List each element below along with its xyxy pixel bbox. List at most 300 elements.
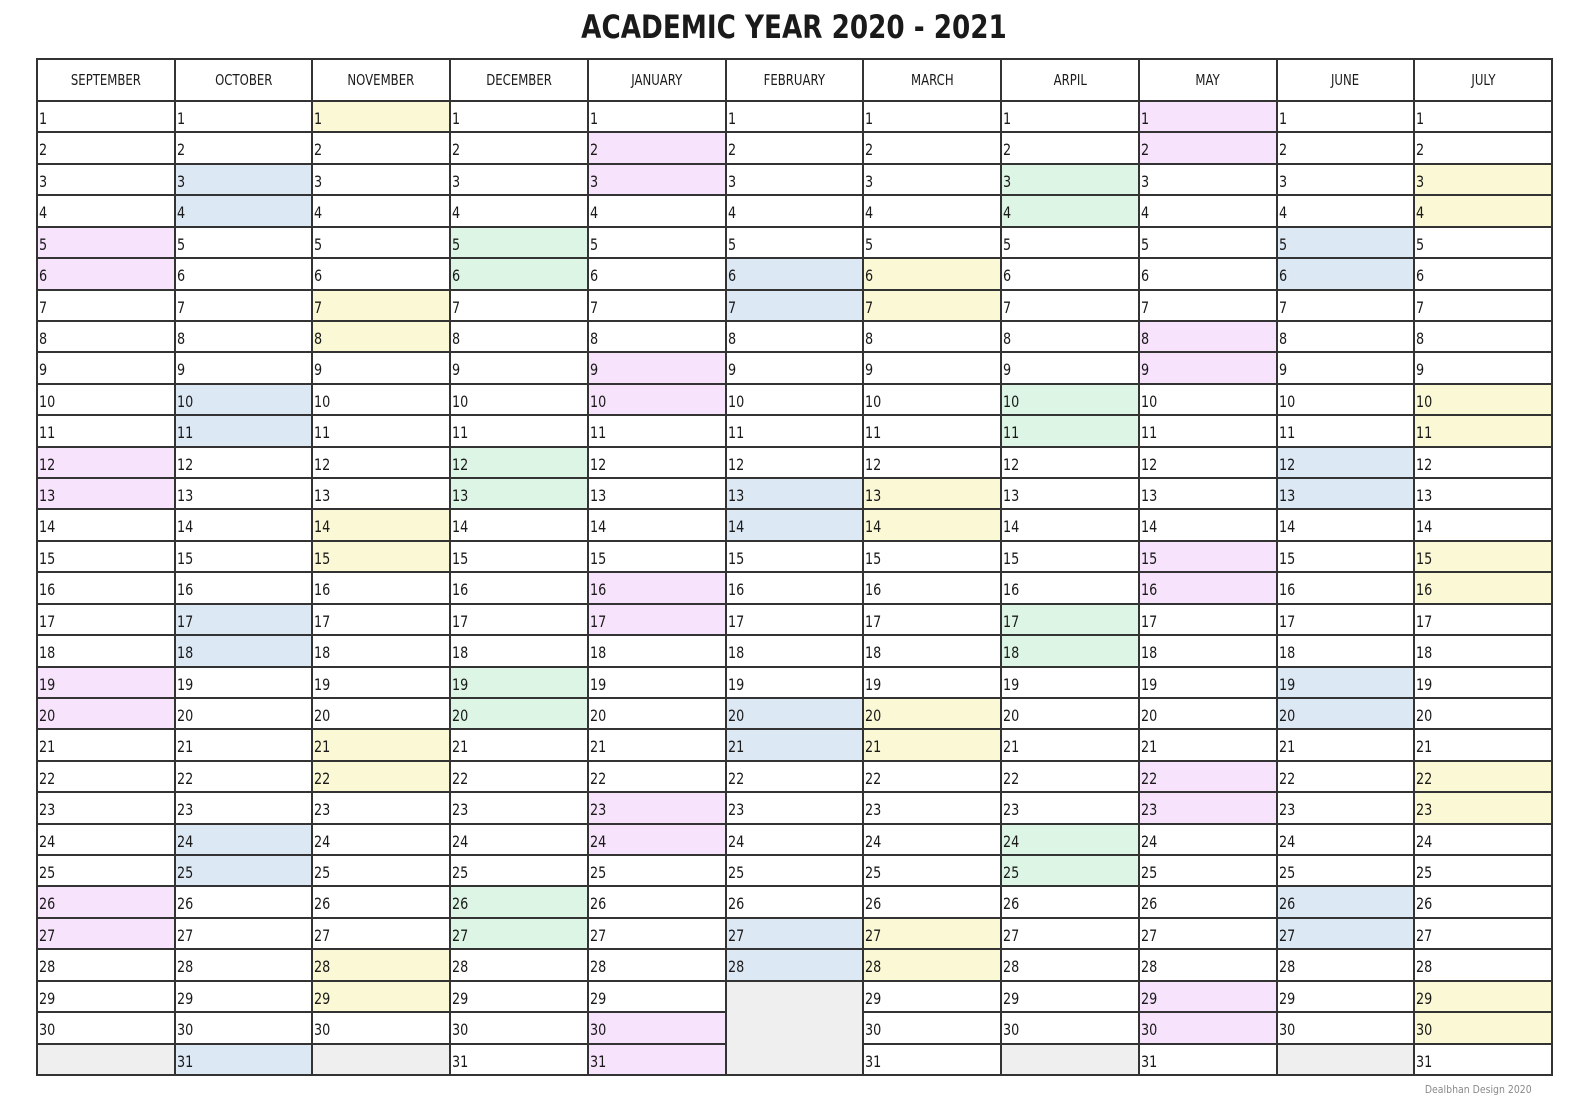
day-cell	[1002, 479, 1140, 510]
day-cell	[451, 353, 589, 384]
day-number: 24	[727, 831, 744, 851]
day-number: 13	[865, 486, 882, 506]
day-cell	[38, 542, 176, 573]
day-cell	[1002, 259, 1140, 290]
day-number: 27	[176, 925, 194, 945]
day-number: 14	[314, 517, 331, 537]
day-cell	[451, 133, 589, 164]
day-cell	[176, 856, 314, 887]
day-number: 29	[314, 988, 331, 1008]
day-number: 4	[39, 203, 48, 223]
day-cell	[1278, 950, 1416, 981]
day-cell	[1278, 919, 1416, 950]
day-number: 12	[1003, 454, 1020, 474]
day-number: 13	[589, 486, 607, 506]
day-number: 2	[1140, 140, 1149, 160]
day-number: 24	[314, 831, 331, 851]
day-number: 22	[1003, 768, 1020, 788]
day-cell	[313, 1013, 451, 1044]
day-number: 11	[727, 423, 744, 443]
day-cell	[313, 291, 451, 322]
day-cell	[864, 165, 1002, 196]
day-cell	[1002, 699, 1140, 730]
month-header	[1415, 60, 1553, 102]
day-number: 17	[314, 611, 331, 631]
day-cell	[864, 542, 1002, 573]
day-cell	[1140, 699, 1278, 730]
day-number: 19	[1003, 674, 1020, 694]
day-number: 23	[176, 800, 194, 820]
day-number: 5	[452, 234, 461, 254]
day-cell	[176, 385, 314, 416]
day-cell	[451, 982, 589, 1013]
day-cell	[38, 416, 176, 447]
day-number: 12	[589, 454, 607, 474]
day-cell	[1415, 636, 1553, 667]
day-number: 19	[1278, 674, 1295, 694]
day-cell	[451, 479, 589, 510]
day-number: 26	[452, 894, 469, 914]
day-number: 16	[865, 580, 882, 600]
day-cell	[589, 542, 727, 573]
day-number: 24	[452, 831, 469, 851]
day-cell	[864, 730, 1002, 761]
day-cell	[1140, 919, 1278, 950]
day-number: 19	[176, 674, 194, 694]
day-number: 12	[1416, 454, 1433, 474]
day-cell	[1140, 825, 1278, 856]
day-cell	[589, 510, 727, 541]
day-number: 12	[314, 454, 331, 474]
day-cell	[38, 1013, 176, 1044]
day-cell	[1140, 1045, 1278, 1076]
day-cell	[1002, 353, 1140, 384]
day-cell	[451, 510, 589, 541]
day-cell	[1002, 919, 1140, 950]
day-number: 6	[176, 266, 185, 286]
day-cell	[1278, 605, 1416, 636]
day-number: 13	[39, 486, 56, 506]
day-cell	[727, 102, 865, 133]
day-cell	[176, 793, 314, 824]
day-cell	[1140, 573, 1278, 604]
day-number: 9	[452, 360, 461, 380]
day-cell	[864, 856, 1002, 887]
day-number: 11	[1278, 423, 1295, 443]
day-cell	[176, 133, 314, 164]
day-number: 16	[452, 580, 469, 600]
month-name: SEPTEMBER	[70, 71, 141, 89]
day-number: 11	[176, 423, 194, 443]
day-cell	[864, 636, 1002, 667]
day-cell	[1002, 950, 1140, 981]
day-number: 17	[1416, 611, 1433, 631]
day-cell	[1278, 1013, 1416, 1044]
day-number: 25	[39, 863, 56, 883]
month-header	[727, 60, 865, 102]
day-number: 8	[452, 328, 461, 348]
day-number: 30	[176, 1020, 194, 1040]
day-number: 21	[1278, 737, 1295, 757]
day-number: 6	[865, 266, 874, 286]
day-cell	[1002, 982, 1140, 1013]
day-number: 28	[452, 957, 469, 977]
day-number: 2	[314, 140, 323, 160]
day-cell	[1415, 102, 1553, 133]
day-cell	[1415, 887, 1553, 918]
day-cell	[1140, 416, 1278, 447]
day-cell	[727, 573, 865, 604]
day-number: 15	[727, 548, 744, 568]
day-number: 8	[1140, 328, 1149, 348]
day-cell	[38, 825, 176, 856]
day-number: 9	[39, 360, 48, 380]
day-number: 10	[176, 391, 194, 411]
day-cell	[38, 950, 176, 981]
day-number: 1	[1416, 109, 1425, 128]
day-cell	[864, 228, 1002, 259]
day-cell	[727, 353, 865, 384]
day-cell	[589, 259, 727, 290]
day-number: 5	[1140, 234, 1149, 254]
day-cell	[864, 416, 1002, 447]
day-number: 16	[1003, 580, 1020, 600]
day-number: 16	[39, 580, 56, 600]
day-number: 30	[589, 1020, 607, 1040]
day-cell	[38, 668, 176, 699]
day-cell	[589, 1013, 727, 1044]
month-header	[313, 60, 451, 102]
day-number: 14	[452, 517, 469, 537]
day-number: 18	[1416, 643, 1433, 663]
day-number: 7	[39, 297, 48, 317]
day-number: 5	[1278, 234, 1287, 254]
day-number: 13	[727, 486, 744, 506]
day-cell	[1140, 1013, 1278, 1044]
day-cell	[727, 605, 865, 636]
day-cell	[864, 793, 1002, 824]
day-cell	[864, 668, 1002, 699]
day-cell	[727, 950, 865, 981]
day-number: 4	[1140, 203, 1149, 223]
day-cell	[313, 165, 451, 196]
day-number: 20	[1278, 705, 1295, 725]
day-cell	[313, 919, 451, 950]
day-cell	[1002, 291, 1140, 322]
month-name: DECEMBER	[486, 71, 552, 89]
day-cell	[1140, 636, 1278, 667]
day-number: 17	[727, 611, 744, 631]
day-cell	[176, 228, 314, 259]
day-cell	[1140, 133, 1278, 164]
day-number: 8	[39, 328, 48, 348]
day-cell	[313, 133, 451, 164]
day-cell	[1002, 825, 1140, 856]
day-number: 26	[589, 894, 607, 914]
day-cell	[451, 919, 589, 950]
day-cell	[727, 668, 865, 699]
day-number: 15	[314, 548, 331, 568]
day-number: 20	[1003, 705, 1020, 725]
day-cell	[38, 982, 176, 1013]
day-cell	[313, 668, 451, 699]
day-number: 26	[176, 894, 194, 914]
day-number: 28	[176, 957, 194, 977]
day-number: 10	[1416, 391, 1433, 411]
day-number: 2	[176, 140, 185, 160]
day-cell	[1415, 950, 1553, 981]
day-number: 11	[1140, 423, 1158, 443]
day-cell	[313, 605, 451, 636]
page-title: ACADEMIC YEAR 2020 - 2021	[581, 8, 1007, 46]
day-cell	[1002, 385, 1140, 416]
day-cell	[1002, 793, 1140, 824]
day-number: 20	[865, 705, 882, 725]
day-number: 6	[452, 266, 461, 286]
day-cell	[1002, 856, 1140, 887]
day-cell	[1278, 102, 1416, 133]
day-number: 19	[727, 674, 744, 694]
day-number: 14	[1278, 517, 1295, 537]
day-number: 24	[1003, 831, 1020, 851]
day-cell	[176, 448, 314, 479]
day-cell	[1415, 1045, 1553, 1076]
day-cell	[1415, 573, 1553, 604]
day-cell	[589, 825, 727, 856]
day-number: 9	[589, 360, 599, 380]
day-number: 29	[176, 988, 194, 1008]
day-number: 8	[1278, 328, 1287, 348]
day-cell	[589, 385, 727, 416]
day-number: 29	[1140, 988, 1158, 1008]
day-number: 5	[1003, 234, 1012, 254]
day-cell	[451, 856, 589, 887]
day-number: 20	[314, 705, 331, 725]
day-number: 3	[1140, 171, 1149, 191]
day-cell	[451, 259, 589, 290]
day-cell	[1002, 228, 1140, 259]
day-number: 19	[865, 674, 882, 694]
day-cell	[313, 636, 451, 667]
day-cell	[38, 856, 176, 887]
day-number: 25	[1416, 863, 1433, 883]
day-cell	[727, 448, 865, 479]
day-number: 6	[39, 266, 48, 286]
day-number: 8	[314, 328, 323, 348]
day-number: 31	[452, 1051, 469, 1071]
day-cell	[864, 102, 1002, 133]
day-number: 1	[589, 109, 599, 128]
day-number: 1	[176, 109, 185, 128]
day-cell	[313, 699, 451, 730]
day-cell	[313, 825, 451, 856]
day-number: 19	[39, 674, 56, 694]
day-number: 25	[176, 863, 194, 883]
day-number: 31	[589, 1051, 607, 1071]
day-cell	[313, 479, 451, 510]
day-number: 25	[314, 863, 331, 883]
month-column-may	[1140, 60, 1278, 1076]
day-cell	[451, 699, 589, 730]
day-number: 12	[1278, 454, 1295, 474]
day-number: 29	[452, 988, 469, 1008]
day-cell	[1415, 793, 1553, 824]
day-cell	[451, 228, 589, 259]
day-cell	[727, 762, 865, 793]
day-number: 2	[727, 140, 736, 160]
day-number: 11	[39, 423, 56, 443]
day-number: 30	[39, 1020, 56, 1040]
day-number: 10	[314, 391, 331, 411]
day-cell	[176, 699, 314, 730]
day-cell	[727, 196, 865, 227]
day-cell	[727, 291, 865, 322]
day-cell	[1415, 668, 1553, 699]
day-number: 30	[1278, 1020, 1295, 1040]
month-name: MAY	[1195, 71, 1220, 89]
day-number: 27	[1003, 925, 1020, 945]
day-cell	[1002, 605, 1140, 636]
day-number: 21	[865, 737, 882, 757]
day-number: 7	[1140, 297, 1149, 317]
footer-text: Dealbhan Design 2020	[1425, 1083, 1532, 1096]
day-cell	[727, 542, 865, 573]
day-cell	[1415, 259, 1553, 290]
day-cell	[176, 322, 314, 353]
day-number: 26	[727, 894, 744, 914]
day-cell	[1415, 165, 1553, 196]
day-cell	[176, 573, 314, 604]
day-number: 4	[1278, 203, 1287, 223]
day-number: 8	[1003, 328, 1012, 348]
day-cell	[1002, 887, 1140, 918]
day-number: 3	[39, 171, 48, 191]
day-cell	[1278, 573, 1416, 604]
day-cell	[1415, 605, 1553, 636]
day-cell	[1140, 385, 1278, 416]
day-number: 9	[727, 360, 736, 380]
day-cell	[451, 605, 589, 636]
day-cell	[1415, 982, 1553, 1013]
day-cell	[727, 165, 865, 196]
day-number: 3	[1416, 171, 1425, 191]
day-cell	[1140, 510, 1278, 541]
day-number: 25	[452, 863, 469, 883]
day-number: 16	[727, 580, 744, 600]
day-number: 5	[727, 234, 736, 254]
day-number: 22	[1416, 768, 1433, 788]
day-cell	[864, 1045, 1002, 1076]
day-number: 15	[1416, 548, 1433, 568]
day-cell	[1415, 133, 1553, 164]
day-cell	[176, 668, 314, 699]
day-number: 10	[865, 391, 882, 411]
day-cell	[313, 448, 451, 479]
day-number: 30	[865, 1020, 882, 1040]
day-cell	[1415, 1013, 1553, 1044]
day-cell	[38, 133, 176, 164]
day-cell	[313, 385, 451, 416]
day-cell	[864, 950, 1002, 981]
day-cell	[1415, 196, 1553, 227]
day-cell	[1415, 825, 1553, 856]
day-number: 23	[589, 800, 607, 820]
day-number: 3	[314, 171, 323, 191]
month-header	[864, 60, 1002, 102]
day-number: 27	[1140, 925, 1158, 945]
day-cell	[38, 605, 176, 636]
day-number: 31	[865, 1051, 882, 1071]
day-cell	[1278, 448, 1416, 479]
day-number: 1	[1003, 109, 1012, 128]
day-number: 15	[39, 548, 56, 568]
day-cell	[38, 385, 176, 416]
day-number: 4	[865, 203, 874, 223]
day-cell	[38, 479, 176, 510]
day-number: 21	[1003, 737, 1020, 757]
day-number: 27	[1416, 925, 1433, 945]
day-cell	[727, 322, 865, 353]
day-cell	[864, 353, 1002, 384]
day-number: 12	[176, 454, 194, 474]
day-number: 9	[1140, 360, 1149, 380]
day-number: 22	[727, 768, 744, 788]
day-cell	[176, 291, 314, 322]
day-cell	[589, 605, 727, 636]
month-name: NOVEMBER	[347, 71, 415, 89]
day-number: 23	[1003, 800, 1020, 820]
day-cell	[176, 165, 314, 196]
day-cell	[864, 322, 1002, 353]
day-number: 7	[1278, 297, 1287, 317]
day-number: 30	[314, 1020, 331, 1040]
day-cell	[864, 825, 1002, 856]
day-cell	[589, 353, 727, 384]
day-cell	[451, 385, 589, 416]
day-number: 21	[727, 737, 744, 757]
day-number: 2	[1003, 140, 1012, 160]
day-cell	[1140, 856, 1278, 887]
day-number: 6	[589, 266, 599, 286]
day-cell	[1415, 448, 1553, 479]
day-cell	[313, 982, 451, 1013]
day-number: 8	[589, 328, 599, 348]
day-cell	[1140, 887, 1278, 918]
day-cell	[1140, 165, 1278, 196]
day-number: 18	[39, 643, 56, 663]
day-number: 5	[1416, 234, 1425, 254]
day-cell	[864, 605, 1002, 636]
day-number: 23	[452, 800, 469, 820]
day-number: 6	[1140, 266, 1149, 286]
day-cell	[451, 573, 589, 604]
day-number: 8	[176, 328, 185, 348]
month-column-february	[727, 60, 865, 1076]
month-column-june	[1278, 60, 1416, 1076]
day-cell	[313, 887, 451, 918]
day-number: 19	[1140, 674, 1158, 694]
day-cell	[1002, 510, 1140, 541]
day-number: 29	[39, 988, 56, 1008]
day-cell	[1278, 322, 1416, 353]
day-cell	[1278, 825, 1416, 856]
day-number: 18	[1140, 643, 1158, 663]
day-number: 17	[1278, 611, 1295, 631]
day-number: 15	[1003, 548, 1020, 568]
day-cell	[1415, 919, 1553, 950]
day-cell	[38, 259, 176, 290]
day-cell	[38, 573, 176, 604]
